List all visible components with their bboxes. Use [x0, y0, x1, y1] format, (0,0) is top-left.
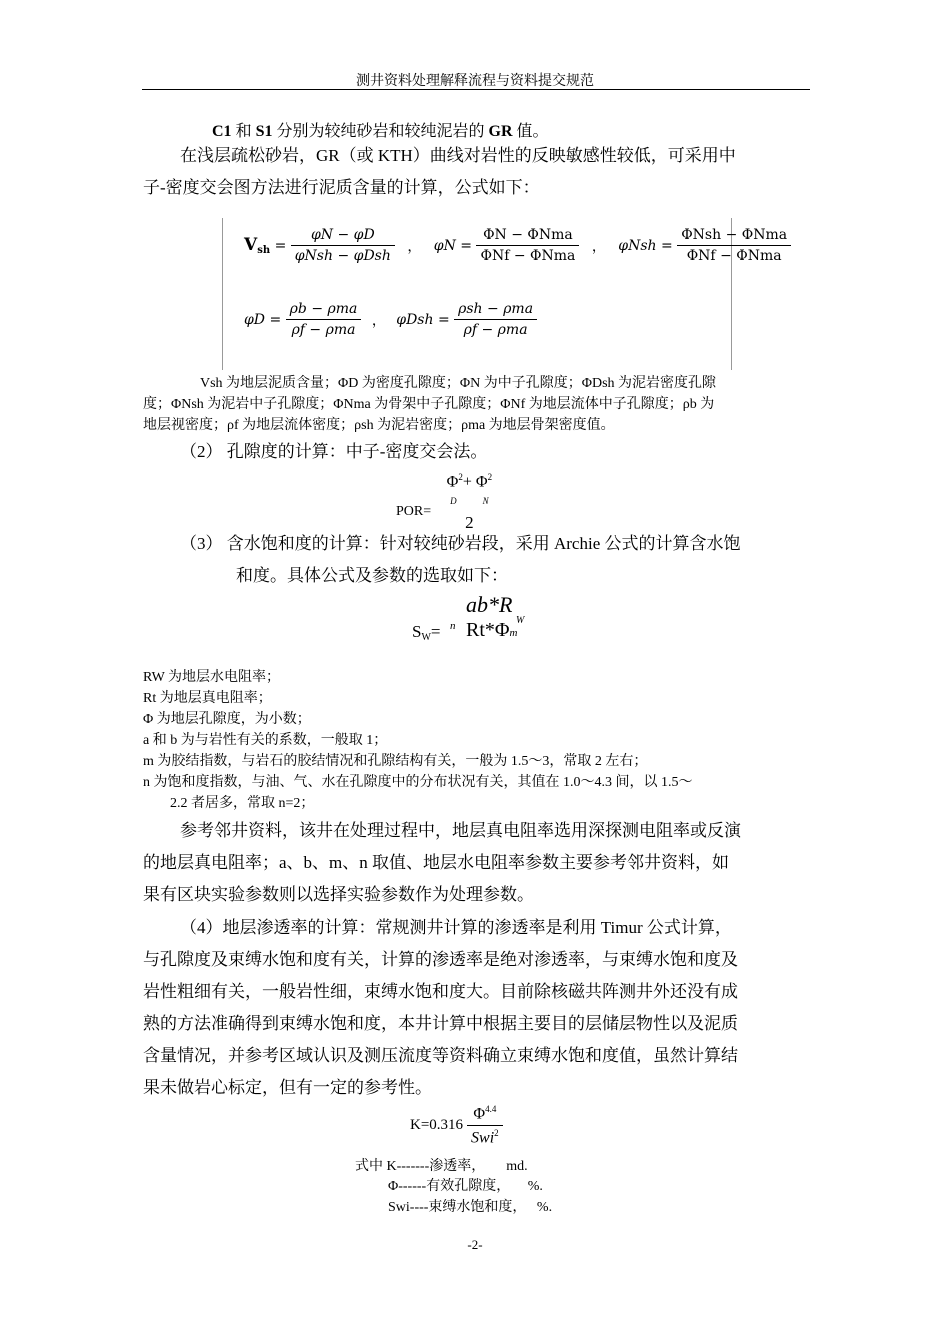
para3-line6: 果未做岩心标定，但有一定的参考性。	[143, 1078, 432, 1097]
para3-line3: 岩性粗细有关，一般岩性细，束缚水饱和度大。目前除核磁共阵测井外还没有成	[143, 982, 738, 1001]
para3-line1: （4）地层渗透率的计算：常规测井计算的渗透率是利用 Timur 公式计算，	[180, 918, 732, 937]
sw-numerator: ab*R	[466, 592, 513, 617]
sep-3: ，	[371, 312, 386, 329]
vsh-formula	[244, 227, 791, 264]
para1-line1: 在浅层疏松砂岩，GR（或 KTH）曲线对岩性的反映敏感性较低，可采用中	[180, 146, 736, 165]
phid-denominator: ρf − ρma	[291, 322, 356, 338]
para3-line5: 含量情况，并参考区域认识及测压流度等资料确立束缚水饱和度值，虽然计算结	[143, 1046, 738, 1065]
para2-line1: 参考邻井资料，该井在处理过程中，地层真电阻率选用深探测电阻率或反演	[180, 821, 741, 840]
density-formula	[244, 301, 537, 338]
k-phi: Φ	[473, 1105, 486, 1123]
sw-lhs-sub: W	[421, 632, 431, 643]
sep-1: ，	[407, 238, 422, 255]
vsh-numerator: φN − φD	[291, 227, 395, 246]
por-phi: Φ	[446, 473, 459, 491]
phin-numerator: ΦN − ΦNma	[476, 227, 579, 246]
sep-2: ，	[591, 238, 606, 255]
por-sup2: 2	[487, 472, 493, 482]
k-lhs: K=0.316	[410, 1117, 464, 1134]
sw-den-sup: m	[509, 627, 518, 639]
defs-line3: 地层视密度；ρf 为地层流体密度；ρsh 为泥岩密度；ρma 为地层骨架密度值。	[143, 418, 615, 433]
legend-phi: Φ------有效孔隙度， %.	[388, 1179, 543, 1194]
header-rule	[142, 89, 810, 90]
por-sub-n: N	[482, 496, 489, 507]
sw-root-n: n	[450, 620, 456, 632]
k-formula	[410, 1104, 503, 1148]
phidsh-numerator: ρsh − ρma	[454, 301, 537, 320]
phid-symbol: φD	[244, 311, 266, 328]
phidsh-denominator: ρf − ρma	[463, 322, 528, 338]
por-formula	[396, 472, 496, 533]
intro-line	[212, 118, 549, 141]
param-n-cont: 2.2 者居多，常取 n=2；	[170, 796, 315, 811]
phidsh-symbol: φDsh	[396, 311, 434, 328]
page-number: -2-	[467, 1237, 483, 1252]
phinsh-denominator: ΦNf − ΦNma	[686, 248, 782, 264]
param-rt: Rt 为地层真电阻率；	[143, 691, 272, 706]
por-sup1: 2	[458, 472, 463, 482]
por-lhs: POR=	[396, 503, 432, 519]
item2-heading: （2） 孔隙度的计算：中子-密度交会法。	[180, 442, 488, 461]
defs-line2: 度；ΦNsh 为泥岩中子孔隙度；ΦNma 为骨架中子孔隙度；ΦNf 为地层流体中子孔隙度；ρb 为	[143, 397, 715, 412]
intro-he: 和	[231, 123, 256, 140]
intro-end: 值。	[512, 123, 549, 140]
phin-eq: =	[460, 237, 473, 254]
vsh-eq: =	[274, 237, 287, 254]
por-denominator: 2	[465, 513, 474, 533]
sw-den-text: Rt*Φ	[466, 619, 510, 641]
param-phi: Φ 为地层孔隙度，为小数；	[143, 712, 311, 727]
para2-line2: 的地层真电阻率；a、b、m、n 取值、地层水电阻率参数主要参考邻井资料，如	[143, 853, 730, 872]
phinsh-symbol: φNsh	[618, 237, 657, 254]
phin-denominator: ΦNf − ΦNma	[480, 248, 576, 264]
k-swi: Swi	[471, 1129, 495, 1147]
s1-label: S1	[255, 123, 273, 140]
defs-line1: Vsh 为地层泥质含量；ΦD 为密度孔隙度；ΦN 为中子孔隙度；ΦDsh 为泥岩密度孔隙	[200, 376, 717, 391]
phidsh-eq: =	[437, 311, 450, 328]
vsh-sub: sh	[257, 245, 271, 256]
para3-line4: 熟的方法准确得到束缚水饱和度，本井计算中根据主要目的层储层物性以及泥质	[143, 1014, 738, 1033]
sw-numerator-sub: W	[516, 615, 525, 626]
phid-numerator: ρb − ρma	[286, 301, 362, 320]
k-phi-sup: 4.4	[485, 1104, 497, 1114]
param-rw: RW 为地层水电阻率；	[143, 670, 281, 685]
phid-eq: =	[269, 311, 282, 328]
c1-label: C1	[212, 123, 232, 140]
k-swi-sup: 2	[494, 1128, 499, 1139]
sw-eq: =	[430, 622, 441, 641]
param-ab: a 和 b 为与岩性有关的系数，一般取 1；	[143, 733, 388, 748]
intro-mid: 分别为较纯砂岩和较纯泥岩的	[272, 123, 489, 140]
phin-symbol: φN	[433, 237, 456, 254]
vsh-denominator: φNsh − φDsh	[294, 248, 391, 264]
vsh-symbol: V	[244, 235, 258, 255]
item3-line2: 和度。具体公式及参数的选取如下：	[236, 566, 508, 585]
para3-line2: 与孔隙度及束缚水饱和度有关，计算的渗透率是绝对渗透率，与束缚水饱和度及	[143, 950, 738, 969]
legend-swi: Swi----束缚水饱和度， %.	[388, 1200, 553, 1215]
por-plus: + Φ	[462, 473, 488, 491]
sw-denominator	[466, 619, 517, 642]
sw-s: S	[412, 622, 422, 641]
param-n: n 为饱和度指数，与油、气、水在孔隙度中的分布状况有关，其值在 1.0～4.3 间，以 1.5～	[143, 775, 693, 790]
gr-label: GR	[488, 123, 513, 140]
por-sub-d: D	[450, 496, 457, 507]
legend-k: 式中 K-------渗透率， md.	[355, 1159, 528, 1174]
para2-line3: 果有区块实验参数则以选择实验参数作为处理参数。	[143, 885, 534, 904]
phinsh-eq: =	[661, 237, 673, 254]
para1-line2: 子-密度交会图方法进行泥质含量的计算，公式如下：	[143, 178, 540, 197]
item3-line1: （3） 含水饱和度的计算：针对较纯砂岩段，采用 Archie 公式的计算含水饱	[180, 534, 741, 553]
page-header: 测井资料处理解释流程与资料提交规范	[356, 74, 594, 89]
phinsh-numerator: ΦNsh − ΦNma	[677, 227, 791, 246]
sw-lhs	[412, 622, 441, 643]
param-m: m 为胶结指数，与岩石的胶结情况和孔隙结构有关，一般为 1.5～3，常取 2 左右；	[143, 754, 648, 769]
